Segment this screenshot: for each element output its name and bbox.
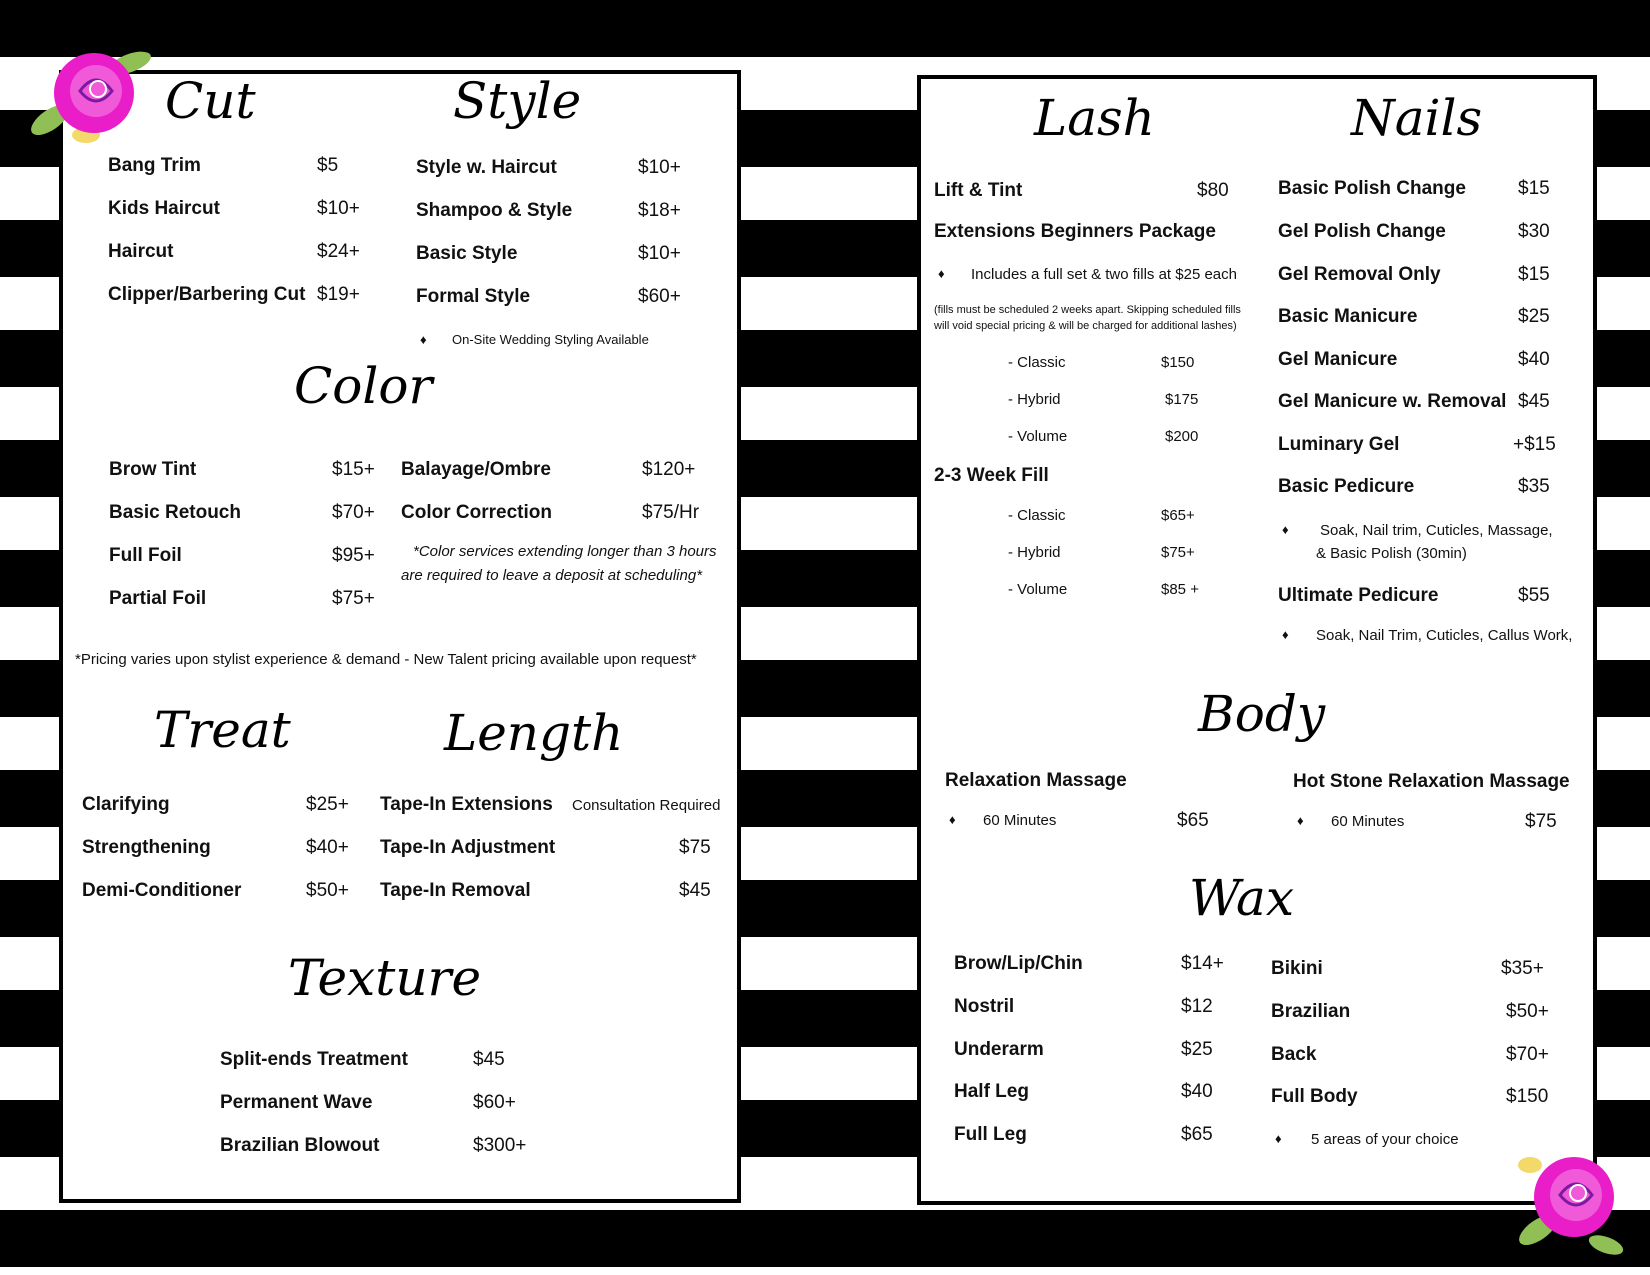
color-heading: Color — [294, 357, 433, 415]
color-item-price: $95+ — [332, 545, 375, 566]
wax-item-price: $150 — [1506, 1086, 1549, 1107]
nails-item-name: Gel Polish Change — [1278, 221, 1446, 242]
color-item-name: Full Foil — [109, 545, 182, 566]
lash-package-title: Extensions Beginners Package — [934, 221, 1216, 242]
color-item-name: Balayage/Ombre — [401, 459, 551, 480]
cut-item-name: Haircut — [108, 241, 174, 262]
lash-option-name: - Classic — [1008, 354, 1066, 371]
treat-item-price: $40+ — [306, 837, 349, 858]
treat-item-name: Clarifying — [82, 794, 170, 815]
wax-item-name: Nostril — [954, 996, 1015, 1017]
wax-item-name: Half Leg — [954, 1081, 1029, 1102]
body-item-price: $75 — [1525, 811, 1557, 832]
wax-item-name: Bikini — [1271, 958, 1323, 979]
hair-services-panel — [59, 70, 741, 1203]
nails-item-name: Gel Manicure — [1278, 349, 1398, 370]
color-item-price: $75+ — [332, 588, 375, 609]
texture-item-name: Split-ends Treatment — [220, 1049, 408, 1070]
lash-fill-option-price: $65+ — [1161, 507, 1195, 524]
wax-item-price: $50+ — [1506, 1001, 1549, 1022]
wax-item-name: Brazilian — [1271, 1001, 1351, 1022]
lash-option-name: - Hybrid — [1008, 391, 1061, 408]
beauty-services-panel — [917, 75, 1597, 1205]
texture-item-name: Brazilian Blowout — [220, 1135, 380, 1156]
texture-item-price: $60+ — [473, 1092, 516, 1113]
lash-fill-option-name: - Volume — [1008, 581, 1068, 598]
wax-item-price: $12 — [1181, 996, 1213, 1017]
cut-item-name: Clipper/Barbering Cut — [108, 284, 306, 305]
cut-item-name: Kids Haircut — [108, 198, 220, 219]
texture-item-name: Permanent Wave — [220, 1092, 373, 1113]
lash-option-price: $200 — [1165, 428, 1199, 445]
bullet-icon: ♦ — [420, 332, 427, 347]
wax-note: 5 areas of your choice — [1311, 1131, 1459, 1148]
length-item-name: Tape-In Removal — [380, 880, 531, 901]
wax-item-name: Brow/Lip/Chin — [954, 953, 1083, 974]
length-item-price: $45 — [679, 880, 711, 901]
rose-flower-icon — [18, 25, 153, 150]
lash-fine-print: (fills must be scheduled 2 weeks apart. Skipping scheduled fills will void special pricing & will be charged for additional lashes) — [934, 304, 1241, 332]
cut-item-price: $19+ — [317, 284, 360, 305]
body-item-duration: 60 Minutes — [1331, 813, 1405, 830]
lash-option-price: $175 — [1165, 391, 1199, 408]
style-item-name: Shampoo & Style — [416, 200, 573, 221]
cut-item-name: Bang Trim — [108, 155, 201, 176]
style-item-price: $10+ — [638, 243, 681, 264]
color-deposit-note: *Color services extending longer than 3 hours — [413, 543, 717, 560]
wax-item-name: Full Body — [1271, 1086, 1358, 1107]
style-item-price: $60+ — [638, 286, 681, 307]
color-item-price: $75/Hr — [642, 502, 700, 523]
color-item-name: Brow Tint — [109, 459, 197, 480]
wax-item-price: $70+ — [1506, 1044, 1549, 1065]
nails-item-name: Gel Removal Only — [1278, 264, 1441, 285]
ultimate-pedicure-note: Soak, Nail Trim, Cuticles, Callus Work, — [1316, 627, 1573, 644]
nails-item-price: $55 — [1518, 585, 1550, 606]
bullet-icon: ♦ — [1282, 627, 1289, 642]
bullet-icon: ♦ — [938, 266, 945, 281]
length-item-price: $75 — [679, 837, 711, 858]
wax-item-price: $65 — [1181, 1124, 1213, 1145]
body-item-name: Hot Stone Relaxation Massage — [1293, 771, 1570, 792]
lash-fill-option-price: $75+ — [1161, 544, 1195, 561]
cut-item-price: $5 — [317, 155, 339, 176]
lash-fill-option-price: $85 + — [1161, 581, 1199, 598]
body-item-duration: 60 Minutes — [983, 812, 1057, 829]
treat-item-name: Strengthening — [82, 837, 211, 858]
color-item-price: $15+ — [332, 459, 375, 480]
treat-item-price: $50+ — [306, 880, 349, 901]
nails-item-price: $40 — [1518, 349, 1550, 370]
cut-item-price: $24+ — [317, 241, 360, 262]
style-item-name: Style w. Haircut — [416, 157, 557, 178]
lash-heading: Lash — [1034, 89, 1155, 147]
wax-item-name: Back — [1271, 1044, 1317, 1065]
style-item-name: Formal Style — [416, 286, 531, 307]
treat-item-price: $25+ — [306, 794, 349, 815]
nails-item-price: $15 — [1518, 264, 1550, 285]
pricing-note: *Pricing varies upon stylist experience & demand - New Talent pricing available upon request* — [75, 651, 697, 668]
style-item-name: Basic Style — [416, 243, 518, 264]
nails-item-price: $15 — [1518, 178, 1550, 199]
nails-item-price: $25 — [1518, 306, 1550, 327]
bullet-icon: ♦ — [1275, 1131, 1282, 1146]
style-item-price: $10+ — [638, 157, 681, 178]
lash-item-name: Lift & Tint — [934, 180, 1023, 201]
nails-item-price: $45 — [1518, 391, 1550, 412]
lash-option-price: $150 — [1161, 354, 1195, 371]
lash-package-note: Includes a full set & two fills at $25 each — [971, 266, 1237, 283]
lash-fill-title: 2-3 Week Fill — [934, 465, 1049, 486]
lash-option-name: - Volume — [1008, 428, 1068, 445]
lash-item-price: $80 — [1197, 180, 1229, 201]
wax-heading: Wax — [1189, 869, 1295, 927]
color-item-name: Color Correction — [401, 502, 552, 523]
body-item-name: Relaxation Massage — [945, 770, 1127, 791]
treat-item-name: Demi-Conditioner — [82, 880, 242, 901]
wax-item-price: $40 — [1181, 1081, 1213, 1102]
texture-item-price: $300+ — [473, 1135, 527, 1156]
wax-item-price: $25 — [1181, 1039, 1213, 1060]
nails-item-price: $35 — [1518, 476, 1550, 497]
wax-item-price: $14+ — [1181, 953, 1224, 974]
lash-fill-option-name: - Hybrid — [1008, 544, 1061, 561]
length-item-name: Tape-In Extensions — [380, 794, 553, 815]
nails-item-name: Gel Manicure w. Removal — [1278, 391, 1507, 412]
length-heading: Length — [444, 704, 624, 762]
bullet-icon: ♦ — [949, 812, 956, 827]
color-item-price: $70+ — [332, 502, 375, 523]
nails-item-price: $30 — [1518, 221, 1550, 242]
bullet-icon: ♦ — [1297, 813, 1304, 828]
lash-fill-option-name: - Classic — [1008, 507, 1066, 524]
body-item-price: $65 — [1177, 810, 1209, 831]
cut-heading: Cut — [165, 72, 256, 130]
pedicure-note: Soak, Nail trim, Cuticles, Massage, — [1320, 522, 1553, 539]
nails-item-name: Basic Polish Change — [1278, 178, 1466, 199]
texture-item-price: $45 — [473, 1049, 505, 1070]
nails-heading: Nails — [1351, 89, 1483, 147]
color-deposit-note: are required to leave a deposit at scheduling* — [401, 567, 703, 584]
color-item-price: $120+ — [642, 459, 696, 480]
texture-heading: Texture — [288, 949, 482, 1007]
treat-heading: Treat — [154, 701, 291, 759]
style-heading: Style — [453, 72, 582, 130]
nails-item-name: Basic Pedicure — [1278, 476, 1415, 497]
nails-item-name: Basic Manicure — [1278, 306, 1418, 327]
pedicure-note: & Basic Polish (30min) — [1316, 545, 1467, 562]
color-item-name: Basic Retouch — [109, 502, 241, 523]
bullet-icon: ♦ — [1282, 522, 1289, 537]
wax-item-name: Full Leg — [954, 1124, 1027, 1145]
wax-item-price: $35+ — [1501, 958, 1544, 979]
length-item-price: Consultation Required — [572, 797, 721, 814]
style-item-price: $18+ — [638, 200, 681, 221]
nails-item-name: Ultimate Pedicure — [1278, 585, 1439, 606]
nails-item-price: +$15 — [1513, 434, 1556, 455]
style-note: On-Site Wedding Styling Available — [452, 332, 649, 347]
length-item-name: Tape-In Adjustment — [380, 837, 556, 858]
cut-item-price: $10+ — [317, 198, 360, 219]
color-item-name: Partial Foil — [109, 588, 207, 609]
nails-item-name: Luminary Gel — [1278, 434, 1400, 455]
rose-flower-icon — [1510, 1135, 1635, 1260]
body-heading: Body — [1198, 685, 1326, 743]
wax-item-name: Underarm — [954, 1039, 1044, 1060]
